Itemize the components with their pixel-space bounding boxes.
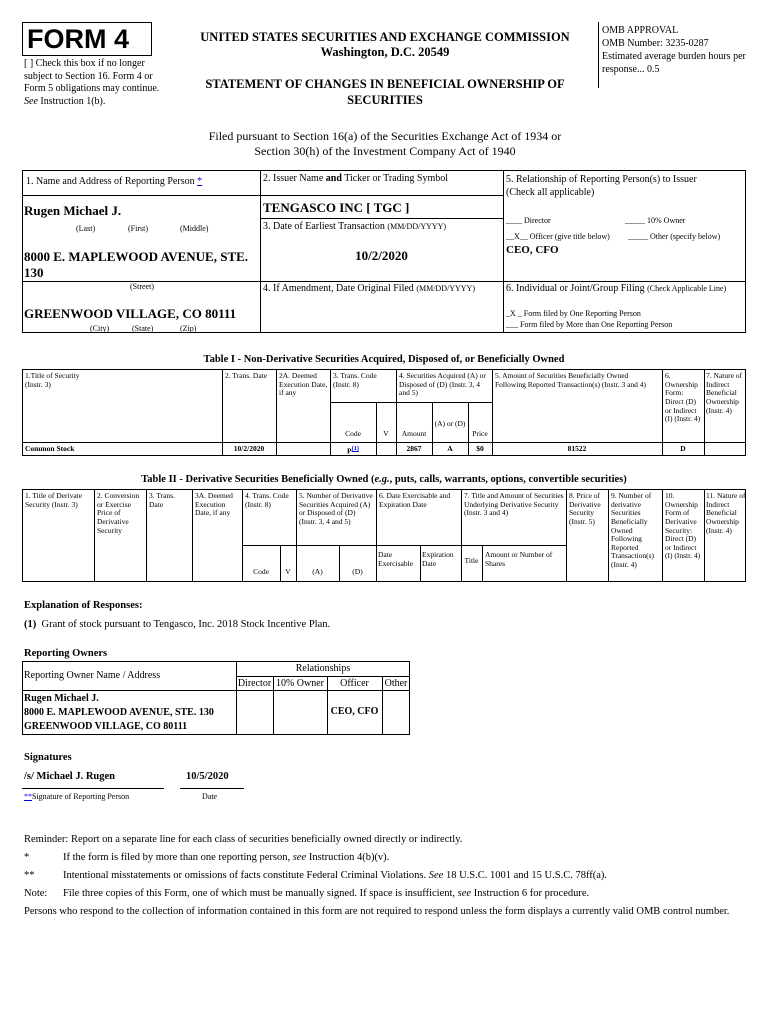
t1-sub-code: Code xyxy=(345,429,361,438)
ten-percent-owner-checkbox: _____ 10% Owner xyxy=(625,216,686,225)
t1-h-title: 1.Title of Security (Instr. 3) xyxy=(25,371,80,389)
note-1-post: Instruction 4(b)(v). xyxy=(308,852,390,863)
t2-col xyxy=(662,489,663,582)
note-1-see: see xyxy=(292,852,307,863)
box5-label xyxy=(506,173,744,199)
ro-owner-street: 8000 E. MAPLEWOOD AVENUE, STE. 130 xyxy=(24,707,214,718)
table1-title: Table I - Non-Derivative Securities Acquired, Disposed of, or Beneficially Owned xyxy=(203,354,565,365)
grid-line xyxy=(260,195,503,196)
street-label: (Street) xyxy=(130,282,154,291)
t1-col xyxy=(662,369,663,456)
box6-label-text: 6. Individual or Joint/Group Filing xyxy=(506,283,645,294)
t1-h-deemed: 2A. Deemed Execution Date, if any xyxy=(279,371,328,398)
t1-col xyxy=(222,369,223,456)
box5-sub: (Check all applicable) xyxy=(506,187,595,198)
note-2-mark: ** xyxy=(24,870,35,881)
note-1-pre: If the form is filed by more than one reporting person, xyxy=(63,852,291,863)
t2-h-price: 8. Price of Derivative Security (Instr. 5) xyxy=(569,491,601,526)
ro-owner-city: GREENWOOD VILLAGE, CO 80111 xyxy=(24,721,188,732)
t2-h-underlying: 7. Title and Amount of Securities Underlying Derivative Security (Instr. 3 and 4) xyxy=(464,491,564,518)
t1-subline xyxy=(330,402,492,403)
t2-col xyxy=(566,489,567,582)
first-label: (First) xyxy=(128,224,148,233)
t1-sub-aord: (A) or (D) xyxy=(434,419,466,428)
ro-h-other: Other xyxy=(384,678,408,689)
t1-row-form: D xyxy=(680,444,686,453)
t1-h-code: 3. Trans. Code (Instr. 8) xyxy=(333,371,377,389)
signature-date: 10/5/2020 xyxy=(186,771,229,782)
note-2-post: 18 U.S.C. 1001 and 15 U.S.C. 78ff(a). xyxy=(445,870,608,881)
state-label: (State) xyxy=(132,324,154,333)
t1-row-date: 10/2/2020 xyxy=(233,444,265,453)
form-title: FORM 4 xyxy=(27,24,130,54)
ro-owner-name: Rugen Michael J. xyxy=(24,693,99,704)
statement-title: STATEMENT OF CHANGES IN BENEFICIAL OWNERSHIP OF SECURITIES xyxy=(205,77,565,107)
signature-marker-link[interactable]: ** xyxy=(24,792,32,801)
note-3 xyxy=(63,888,589,899)
t2-title-pre: Table II - Derivative Securities Beneficially Owned ( xyxy=(141,474,375,485)
ro-officer-value: CEO, CFO xyxy=(330,706,379,717)
t2-sub-title: Title xyxy=(464,556,479,565)
t1-row-amount: 2867 xyxy=(406,444,422,453)
t2-h-conversion: 2. Conversion or Exercise Price of Derivative Security xyxy=(97,491,140,535)
ro-h-officer: Officer xyxy=(340,678,369,689)
date-label: Date xyxy=(202,792,218,801)
box2-label-pre: 2. Issuer Name xyxy=(263,173,326,184)
t2-h-nature: 11. Nature of Indirect Beneficial Ownership (Instr. 4) xyxy=(706,491,746,535)
other-checkbox: _____ Other (specify below) xyxy=(628,232,721,241)
t2-title-post: , puts, calls, warrants, options, convertible securities) xyxy=(389,474,627,485)
footnote-1-number: (1) xyxy=(24,619,37,630)
city-label: (City) xyxy=(90,324,110,333)
t1-row-code xyxy=(330,445,376,456)
omb-approval xyxy=(602,24,752,76)
note-1 xyxy=(63,852,389,863)
t1-col xyxy=(704,369,705,456)
form-title-box xyxy=(22,22,152,56)
t2-sub-code: Code xyxy=(253,567,269,576)
box2-label xyxy=(263,173,448,186)
t2-sub-d: (D) xyxy=(352,567,363,576)
t2-sub-amount: Amount or Number of Shares xyxy=(485,550,553,568)
last-label: (Last) xyxy=(76,224,96,233)
explanation-heading: Explanation of Responses: xyxy=(24,600,143,611)
t2-h-form: 10. Ownership Form of Derivative Security: Direct (D) or Indirect (I) (Instr. 4) xyxy=(665,491,701,561)
t2-col xyxy=(192,489,193,582)
one-person-filing: _X _ Form filed by One Reporting Person xyxy=(506,309,641,318)
officer-checkbox: __X__ Officer (give title below) xyxy=(506,232,610,241)
agency-name: UNITED STATES SECURITIES AND EXCHANGE COMMISSION xyxy=(200,30,570,44)
multi-person-filing: ___ Form filed by More than One Reporting Person xyxy=(506,320,673,329)
sig-line xyxy=(22,788,164,789)
check-box-text: [ ] Check this box if no longer subject to Section 16. Form 4 or Form 5 obligations may continue. xyxy=(24,58,160,94)
t2-title-eg: e.g. xyxy=(374,474,390,485)
footnote-1-text: Grant of stock pursuant to Tengasco, Inc. 2018 Stock Incentive Plan. xyxy=(41,619,331,630)
check-box-instruction xyxy=(24,58,174,108)
footnote-1-link[interactable]: (1) xyxy=(351,445,359,452)
grid-line xyxy=(260,218,503,219)
ro-owner-address xyxy=(24,692,214,734)
box3-label-text: 3. Date of Earliest Transaction xyxy=(263,221,385,232)
t2-h-number: 5. Number of Derivative Securities Acquired (A) or Disposed of (D) (Instr. 3, 4 and 5) xyxy=(299,491,373,526)
t2-sub-v: V xyxy=(285,567,291,576)
box1-label-text: 1. Name and Address of Reporting Person xyxy=(26,176,195,187)
t1-col xyxy=(492,369,493,456)
officer-title: CEO, CFO xyxy=(506,244,559,256)
reporting-city-line: GREENWOOD VILLAGE, CO 80111 xyxy=(24,306,237,321)
t2-h-code: 4. Trans. Code (Instr. 8) xyxy=(245,491,289,509)
date-line xyxy=(180,788,244,789)
t2-col xyxy=(420,545,421,582)
box2-label-post: Ticker or Trading Symbol xyxy=(341,173,449,184)
reporting-owners-heading: Reporting Owners xyxy=(24,648,108,659)
see-italic: See xyxy=(24,95,38,107)
issuer-name: TENGASCO INC [ TGC ] xyxy=(263,200,410,215)
omb-burden: Estimated average burden hours per response... 0.5 xyxy=(602,51,746,75)
box3-format: (MM/DD/YYYY) xyxy=(387,222,447,231)
reporting-street: 8000 E. MAPLEWOOD AVENUE, STE. 130 xyxy=(24,249,249,280)
box6-sub: (Check Applicable Line) xyxy=(647,284,727,293)
box2-label-and: and xyxy=(325,173,342,184)
ro-h-ten: 10% Owner xyxy=(275,678,325,689)
signature-value: /s/ Michael J. Rugen xyxy=(24,771,115,782)
ro-h-name: Reporting Owner Name / Address xyxy=(24,670,161,681)
grid-divider-2 xyxy=(503,170,504,333)
signature-label xyxy=(24,792,129,802)
box4-format: (MM/DD/YYYY) xyxy=(416,284,475,293)
box3-label xyxy=(263,221,446,234)
t1-col xyxy=(330,369,331,456)
note-3-pre: File three copies of this Form, one of which must be manually signed. If space is insufficient, xyxy=(63,888,456,899)
t2-col xyxy=(461,489,462,582)
t1-row-owned: 81522 xyxy=(567,444,587,453)
t1-row-code-value: P xyxy=(347,446,352,456)
t1-h-nature: 7. Nature of Indirect Beneficial Ownership (Instr. 4) xyxy=(706,371,743,415)
omb-control-note: Persons who respond to the collection of information contained in this form are not required to respond unless the form displays a currently valid OMB control number. xyxy=(24,906,730,917)
ro-h-relationships: Relationships xyxy=(295,663,351,674)
t1-row-aord: A xyxy=(447,444,453,453)
grid-line xyxy=(503,281,746,282)
signatures-heading: Signatures xyxy=(24,752,72,763)
t1-sub-v: V xyxy=(383,429,389,438)
omb-divider xyxy=(598,22,599,88)
t1-h-form: 6. Ownership Form: Direct (D) or Indirect (I) (Instr. 4) xyxy=(665,371,701,424)
grid-line xyxy=(22,281,503,282)
t2-col xyxy=(146,489,147,582)
box6-label xyxy=(506,283,726,296)
box4-label-text: 4. If Amendment, Date Original Filed xyxy=(263,283,414,294)
director-checkbox: ____ Director xyxy=(506,216,551,225)
ro-line xyxy=(22,690,410,691)
omb-title: OMB APPROVAL xyxy=(602,25,679,36)
middle-label: (Middle) xyxy=(180,224,209,233)
t1-h-owned: 5. Amount of Securities Beneficially Owned Following Reported Transaction(s) (Instr. 3 and 4) xyxy=(495,371,647,389)
t2-col xyxy=(608,489,609,582)
note-2-pre: Intentional misstatements or omissions of facts constitute Federal Criminal Violations. xyxy=(63,870,427,881)
box1-label xyxy=(26,176,202,189)
ro-line xyxy=(236,676,410,677)
note-1-mark: * xyxy=(24,852,30,863)
t2-sub-date-ex: Date Exercisable xyxy=(378,550,413,568)
filed-pursuant xyxy=(140,129,630,159)
t2-sub-exp: Expiration Date xyxy=(422,550,454,568)
t2-h-title: 1. Title of Derivate Security (Instr. 3) xyxy=(25,491,83,509)
t2-subline xyxy=(242,545,566,546)
table1-header-bottom xyxy=(22,442,746,443)
agency-location: Washington, D.C. 20549 xyxy=(320,45,450,59)
box4-label xyxy=(263,283,475,296)
t1-h-date: 2. Trans. Date xyxy=(225,371,268,380)
t1-row-price: $0 xyxy=(476,444,484,453)
t1-col xyxy=(276,369,277,456)
filed-line-2: Section 30(h) of the Investment Company Act of 1940 xyxy=(254,144,516,158)
box5-label-text: 5. Relationship of Reporting Person(s) to Issuer xyxy=(506,174,697,185)
grid-line xyxy=(22,195,260,196)
t2-col xyxy=(704,489,705,582)
reminder: Reminder: Report on a separate line for each class of securities beneficially owned directly or indirectly. xyxy=(24,834,463,845)
ro-h-director: Director xyxy=(237,678,272,689)
note-3-post: Instruction 6 for procedure. xyxy=(473,888,590,899)
t1-h-acquired: 4. Securities Acquired (A) or Disposed of (D) (Instr. 3, 4 and 5) xyxy=(399,371,486,398)
t2-h-exercisable: 6. Date Exercisable and Expiration Date xyxy=(379,491,451,509)
t2-h-deemed: 3A. Deemed Execution Date, if any xyxy=(195,491,233,518)
t2-col xyxy=(376,489,377,582)
omb-number: OMB Number: 3235-0287 xyxy=(602,38,709,49)
t2-col xyxy=(94,489,95,582)
zip-label: (Zip) xyxy=(180,324,197,333)
t2-h-owned: 9. Number of derivative Securities Beneficially Owned Following Reported Transaction(s) (Instr. 4) xyxy=(611,491,655,569)
t1-sub-amount: Amount xyxy=(401,429,427,438)
box1-asterisk-link[interactable]: * xyxy=(197,176,203,187)
t2-h-date: 3. Trans. Date xyxy=(149,491,176,509)
note-3-mark: Note: xyxy=(24,888,48,899)
filed-line-1: Filed pursuant to Section 16(a) of the Securities Exchange Act of 1934 or xyxy=(208,129,562,143)
reporting-person-name: Rugen Michael J. xyxy=(24,203,122,218)
t1-col xyxy=(396,369,397,456)
instruction-ref: Instruction 1(b). xyxy=(40,95,106,107)
note-2 xyxy=(63,870,607,881)
table2-title xyxy=(22,474,746,485)
t2-sub-a: (A) xyxy=(312,567,323,576)
footnote-1 xyxy=(24,619,330,630)
note-3-see: see xyxy=(457,888,472,899)
earliest-transaction-date: 10/2/2020 xyxy=(355,248,408,263)
t1-sub-price: Price xyxy=(472,429,488,438)
t2-col xyxy=(482,545,483,582)
note-2-see: See xyxy=(428,870,444,881)
signature-label-text: Signature of Reporting Person xyxy=(32,792,130,801)
t1-col xyxy=(376,402,377,456)
t1-row-title: Common Stock xyxy=(25,444,75,453)
